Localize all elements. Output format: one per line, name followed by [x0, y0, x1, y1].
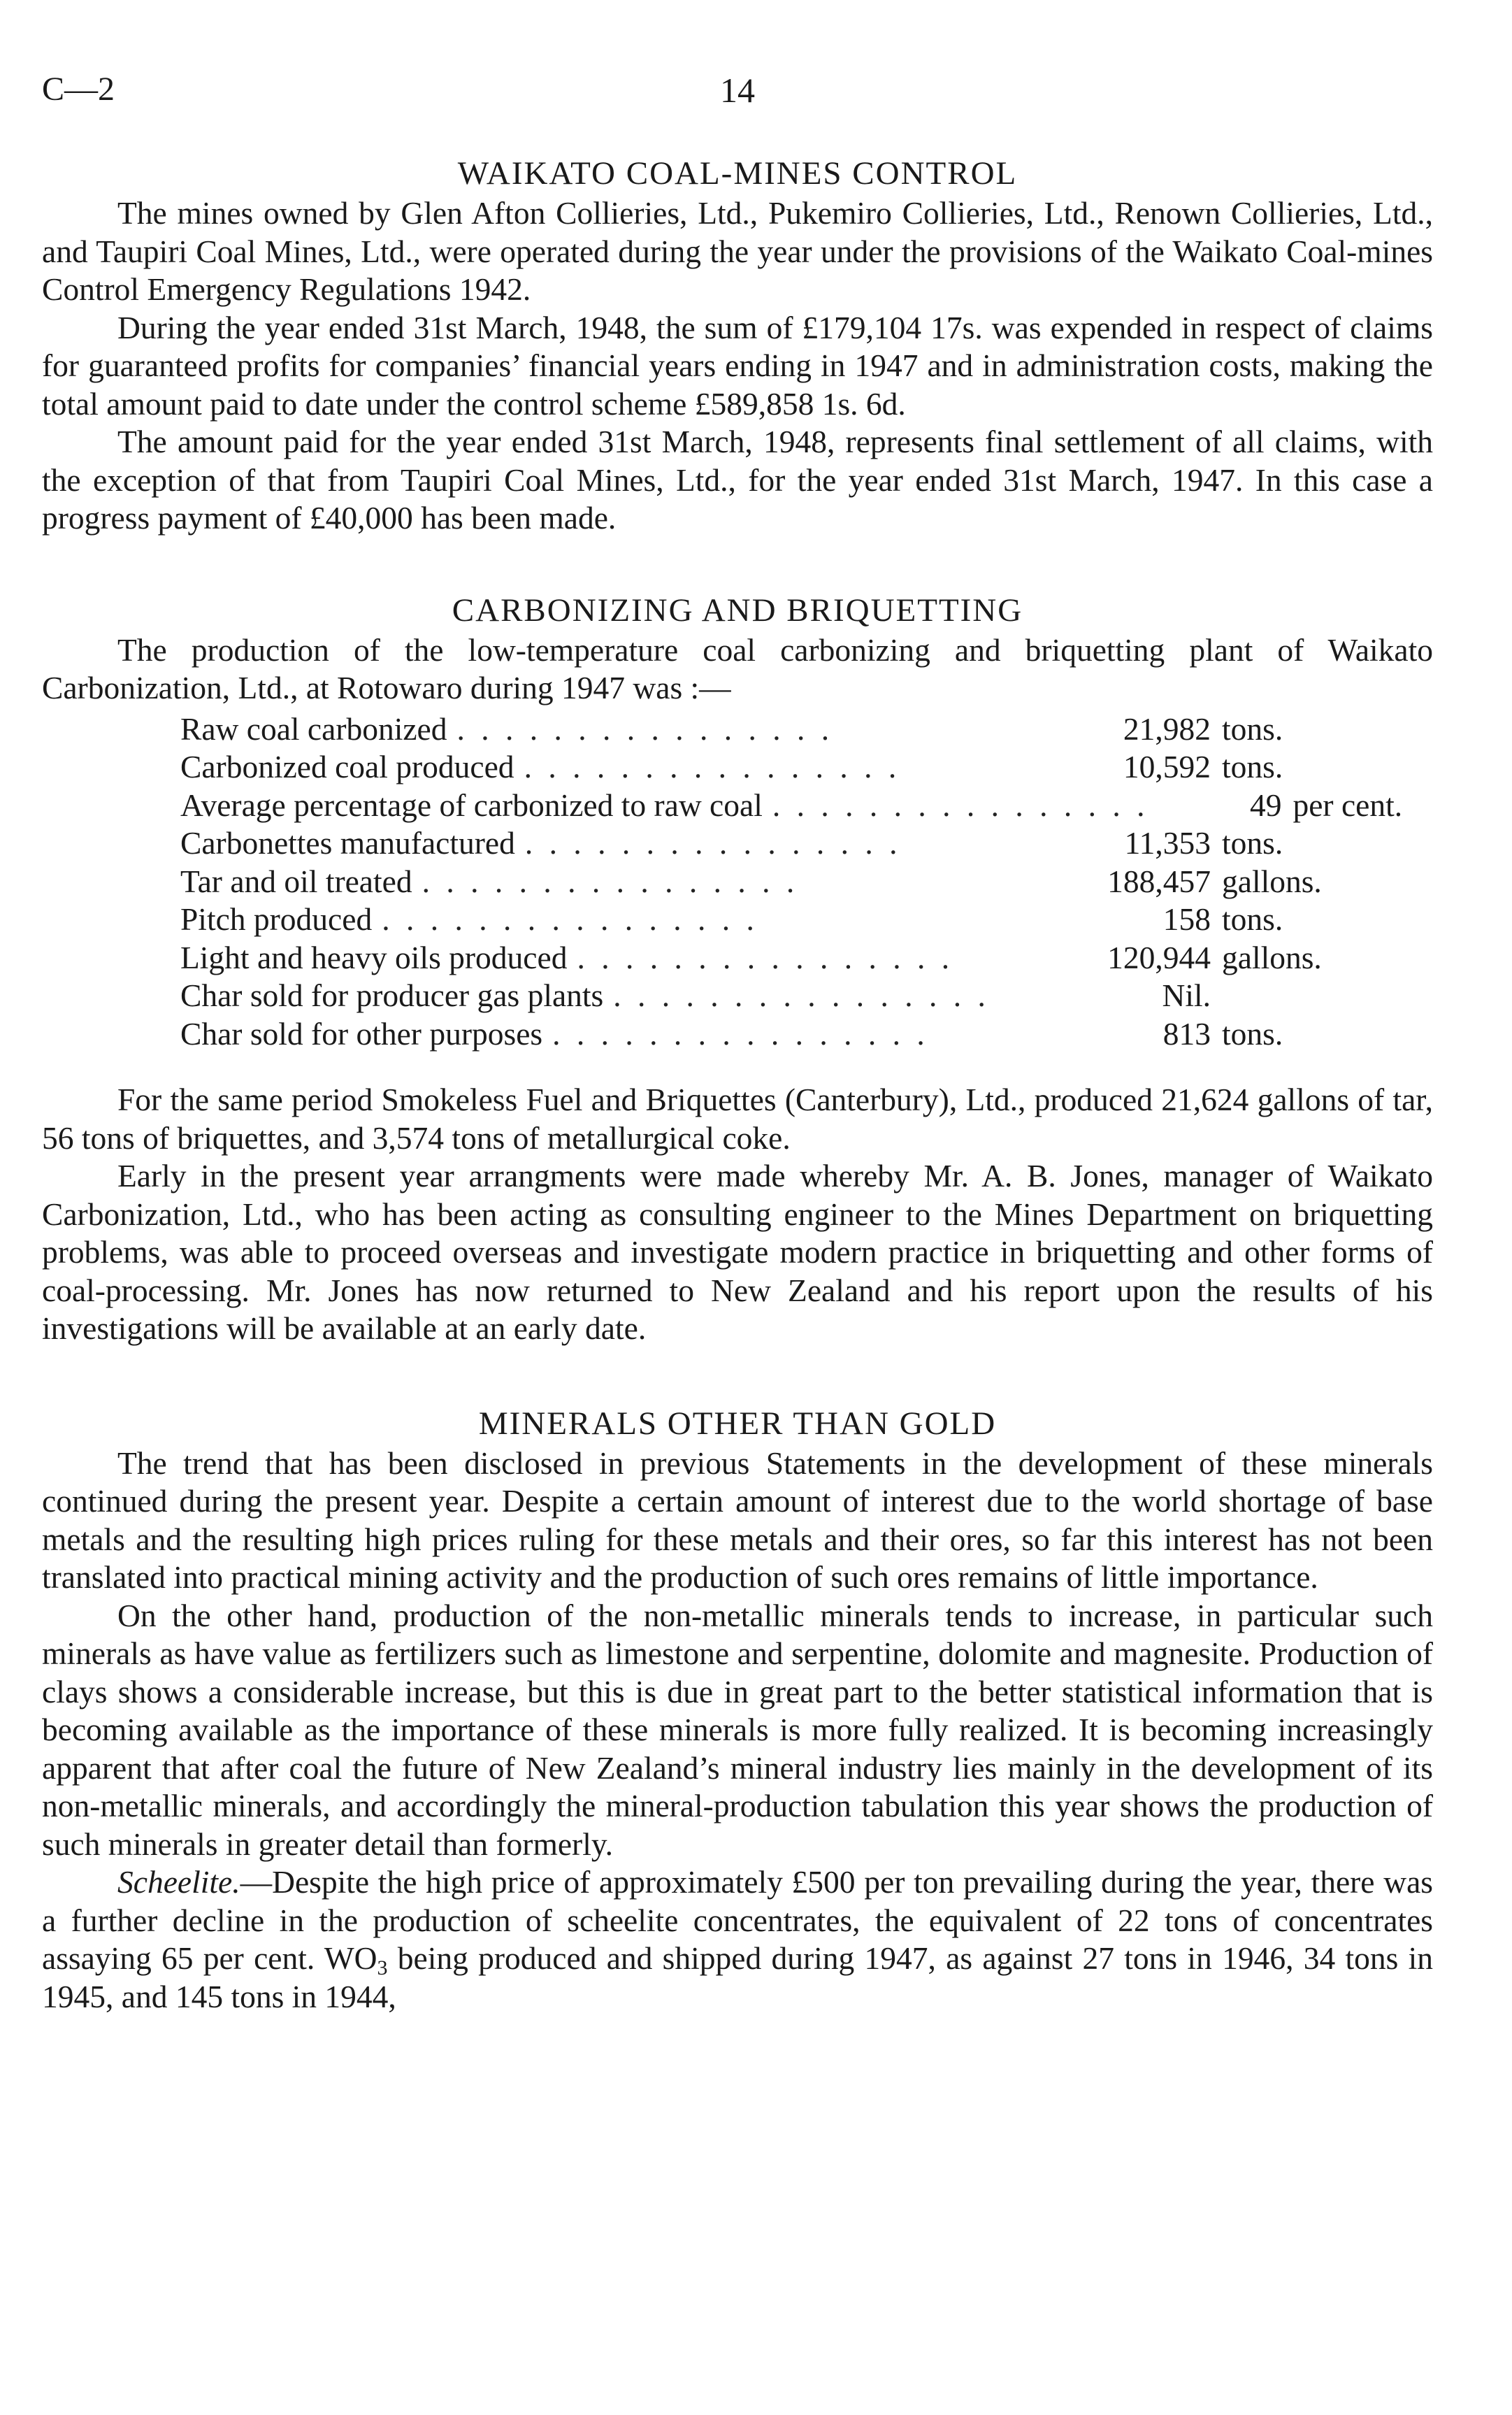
document-page	[42, 70, 1433, 2016]
paragraph: For the same period Smokeless Fuel and Briquettes (Canterbury), Ltd., produced 21,624 gallons of tar, 56 tons of briquettes, and 3,574 tons of metallurgical coke.	[42, 1082, 1433, 1156]
scheelite-paragraph	[42, 1863, 1433, 2016]
row-label: Char sold for producer gas plants	[180, 977, 604, 1013]
leader-dots: . . . . . . . . . . . . . . . .	[456, 710, 834, 747]
row-label: Pitch produced	[180, 901, 373, 937]
scheelite-text: —Despite the high price of approximately £500 per ton prevailing during the year, there was a further decline in the production of scheelite concentrates, the equivalent of 22 tons of concentrates assaying 65 per cent. WO	[42, 1864, 1433, 1976]
paragraph: On the other hand, production of the non-metallic minerals tends to increase, in particular such minerals as have value as fertilizers such as limestone and serpentine, dolomite and magnesite. Production of clays shows a considerable increase, but this is due in great part to the better statistical information that is becoming available as the importance of these minerals is more fully realized. It is becoming increasingly apparent that after coal the future of New Zealand’s mineral industry lies mainly in the development of its non-metallic minerals, and accordingly the mineral-production tabulation this year shows the production of such minerals in greater detail than formerly.	[42, 1597, 1433, 1862]
paragraph: The amount paid for the year ended 31st March, 1948, represents final settlement of all claims, with the exception of that from Taupiri Coal Mines, Ltd., for the year ended 31st March, 1947. In this case a progress payment of £40,000 has been made.	[42, 424, 1433, 536]
table-row	[180, 901, 1362, 939]
row-value: Nil.	[1162, 977, 1211, 1013]
row-value: 158	[1162, 901, 1211, 937]
section-title-carbonizing-and-briquetting: CARBONIZING AND BRIQUETTING	[452, 592, 1023, 629]
subscript: 3	[377, 1956, 388, 1979]
row-value: 49	[1249, 787, 1282, 823]
leader-dots: . . . . . . . . . . . . . . . .	[552, 1015, 929, 1052]
page-number: 14	[720, 71, 755, 110]
row-value: 11,353	[1124, 825, 1211, 861]
row-value: 21,982	[1123, 710, 1211, 747]
paragraph: Early in the present year arrangments were made whereby Mr. A. B. Jones, manager of Waikato Carbonization, Ltd., who has been acting as consulting engineer to the Mines Department on briquetting problems, was able to proceed overseas and investigate modern practice in briquetting and other forms of coal-processing. Mr. Jones has now returned to New Zealand and his report upon the results of his investigations will be available at an early date.	[42, 1158, 1433, 1346]
row-unit: tons.	[1222, 901, 1283, 937]
paragraph: During the year ended 31st March, 1948, the sum of £179,104 17s. was expended in respect of claims for guaranteed profits for companies’ financial years ending in 1947 and in administration costs, making the total amount paid to date under the control scheme £589,858 1s. 6d.	[42, 309, 1433, 422]
leader-dots: . . . . . . . . . . . . . . . .	[524, 825, 902, 861]
row-unit: tons.	[1222, 749, 1283, 784]
table-row	[180, 824, 1362, 863]
leader-dots: . . . . . . . . . . . . . . . .	[382, 901, 758, 937]
row-label: Light and heavy oils produced	[180, 939, 568, 975]
row-unit: tons.	[1222, 825, 1283, 861]
row-value: 10,592	[1123, 749, 1211, 784]
row-label: Tar and oil treated	[180, 863, 412, 899]
table-row	[180, 1015, 1362, 1054]
table-row	[180, 748, 1362, 787]
table-row	[180, 977, 1362, 1015]
row-label: Carbonettes manufactured	[180, 825, 515, 861]
scheelite-label: Scheelite.	[117, 1864, 240, 1900]
table-row	[180, 863, 1362, 901]
document-code: C—2	[42, 71, 115, 108]
row-unit: gallons.	[1222, 939, 1322, 975]
row-label: Average percentage of carbonized to raw coal	[180, 787, 763, 823]
leader-dots: . . . . . . . . . . . . . . . .	[772, 787, 1149, 823]
row-unit: tons.	[1222, 1015, 1283, 1052]
paragraph: The trend that has been disclosed in previous Statements in the development of these minerals continued during the present year. Despite a certain amount of interest due to the world shortage of base metals and the resulting high prices ruling for these metals and their ores, so far this interest has not been translated into practical mining activity and the production of such ores remains of little importance.	[42, 1445, 1433, 1595]
leader-dots: . . . . . . . . . . . . . . . .	[524, 749, 901, 784]
table-row	[180, 939, 1362, 977]
scheelite-text-continued: being produced and shipped during 1947, as against 27 tons in 1946, 34 tons in 1945, and 145 tons in 1944,	[42, 1940, 1433, 2014]
row-unit: gallons.	[1222, 863, 1322, 899]
paragraph: The mines owned by Glen Afton Collieries, Ltd., Pukemiro Collieries, Ltd., Renown Collieries, Ltd., and Taupiri Coal Mines, Ltd., were operated during the year under the provisions of the Waikato Coal-mines Control Emergency Regulations 1942.	[42, 195, 1433, 307]
row-unit: per cent.	[1293, 787, 1403, 823]
row-label: Raw coal carbonized	[180, 710, 447, 747]
production-table	[180, 710, 1403, 1054]
row-unit: tons.	[1222, 710, 1283, 747]
row-value: 813	[1162, 1015, 1211, 1052]
leader-dots: . . . . . . . . . . . . . . . .	[577, 939, 954, 975]
page-header	[42, 70, 1433, 147]
section-title-minerals-other-than-gold: MINERALS OTHER THAN GOLD	[478, 1405, 997, 1442]
leader-dots: . . . . . . . . . . . . . . . .	[613, 977, 990, 1013]
paragraph: The production of the low-temperature coal carbonizing and briquetting plant of Waikato Carbonization, Ltd., at Rotowaro during 1947 was :—	[42, 631, 1433, 705]
row-label: Char sold for other purposes	[180, 1015, 543, 1052]
table-row	[180, 787, 1403, 825]
section-title-waikato-coal-mines-control: WAIKATO COAL-MINES CONTROL	[457, 155, 1018, 192]
row-value: 188,457	[1107, 863, 1211, 899]
leader-dots: . . . . . . . . . . . . . . . .	[422, 863, 799, 899]
row-label: Carbonized coal produced	[180, 749, 514, 784]
row-value: 120,944	[1107, 939, 1211, 975]
table-row	[180, 710, 1362, 749]
